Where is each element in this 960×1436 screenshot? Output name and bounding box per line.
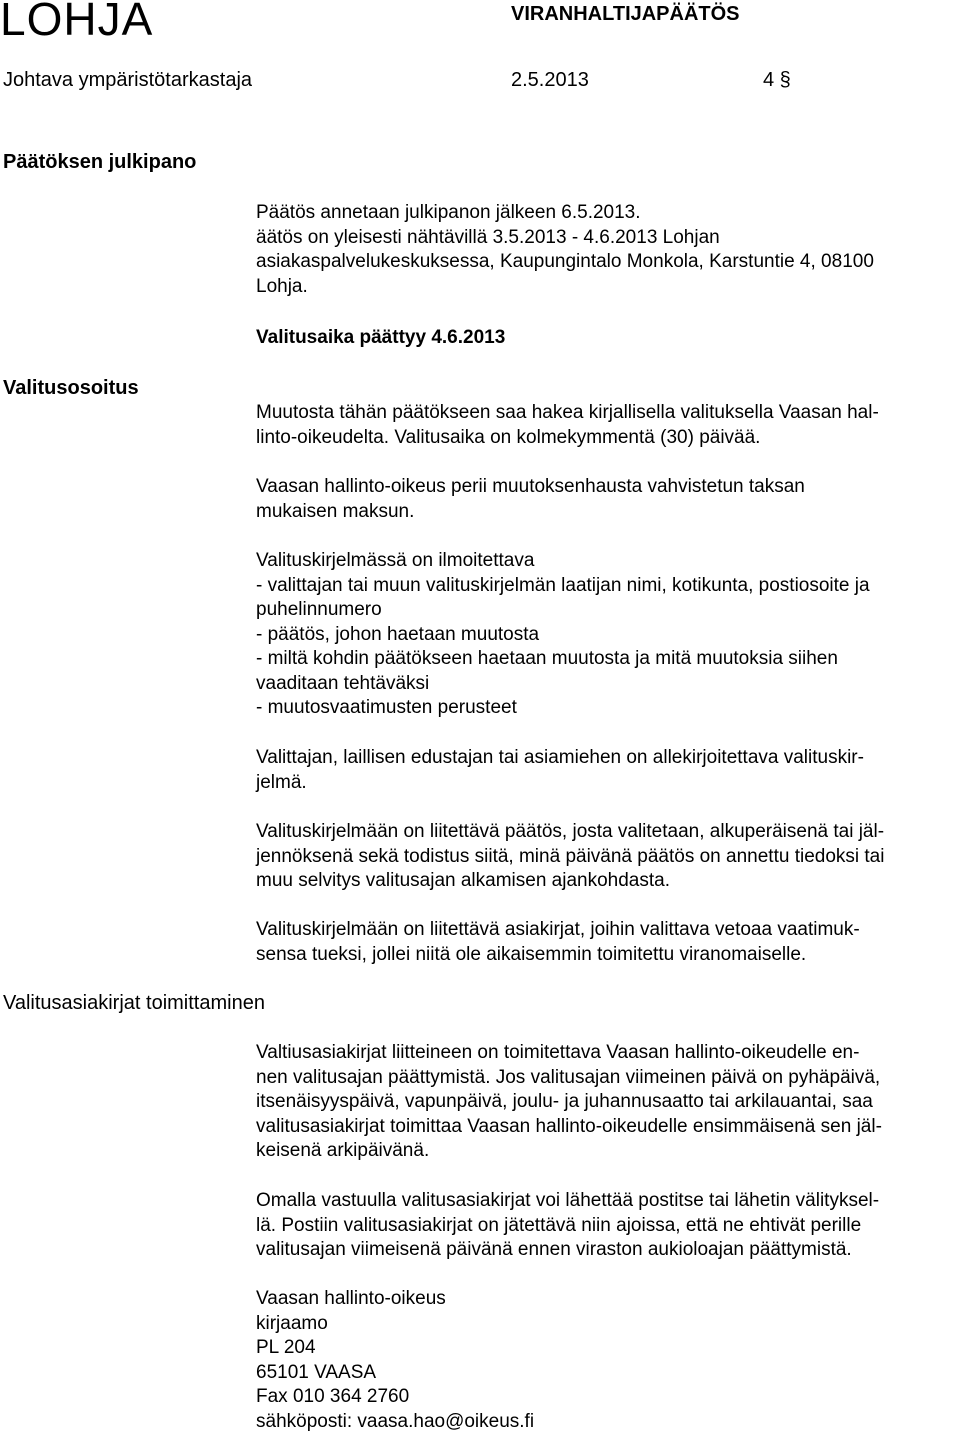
text-line: sensa tueksi, jollei niitä ole aikaisemmin toimitettu viranomaiselle.: [256, 943, 807, 965]
text-line: jelmä.: [256, 771, 307, 793]
text-line: muu selvitys valitusajan alkamisen ajankohdasta.: [256, 870, 670, 891]
valitus-paragraph-6: [256, 918, 860, 967]
valitus-paragraph-4: [256, 746, 864, 795]
text-line: asiakaspalvelukeskuksessa, Kaupungintalo Monkola, Karstuntie 4, 08100: [256, 251, 874, 272]
appeal-deadline: Valitusaika päättyy 4.6.2013: [256, 327, 506, 348]
address-line: Vaasan hallinto-oikeus: [256, 1288, 446, 1309]
section-number: 4 §: [763, 69, 791, 91]
document-type: VIRANHALTIJAPÄÄTÖS: [511, 3, 740, 25]
text-line: - muutosvaatimusten perusteet: [256, 697, 517, 718]
text-line: jennöksenä sekä todistus siitä, minä päivänä päätös on annettu tiedoksi tai: [256, 845, 885, 867]
text-line: valitusasiakirjat toimittaa Vaasan hallinto-oikeudelle ensimmäisenä sen jäl-: [256, 1115, 882, 1137]
valitus-paragraph-3: [256, 549, 870, 721]
text-line: Valituskirjelmään on liitettävä päätös, josta valitetaan, alkuperäisenä tai jäl-: [256, 821, 885, 842]
text-line: mukaisen maksun.: [256, 500, 415, 522]
lohja-logo: LOHJA: [0, 0, 154, 45]
text-line: nen valitusajan päättymistä. Jos valitusajan viimeinen päivä on pyhäpäivä,: [256, 1066, 881, 1088]
toimittaminen-paragraph-2: [256, 1189, 879, 1263]
valitus-paragraph-2: [256, 475, 805, 524]
text-line: Päätös annetaan julkipanon jälkeen 6.5.2013.: [256, 202, 641, 223]
author-role: Johtava ympäristötarkastaja: [3, 69, 253, 91]
heading-toimittaminen: Valitusasiakirjat toimittaminen: [3, 992, 265, 1014]
text-line: Muutosta tähän päätökseen saa hakea kirjallisella valituksella Vaasan hal-: [256, 402, 879, 423]
address-line: Fax 010 364 2760: [256, 1386, 410, 1407]
heading-valitusosoitus: Valitusosoitus: [3, 377, 139, 399]
address-line: 65101 VAASA: [256, 1361, 377, 1383]
address-line: kirjaamo: [256, 1312, 328, 1334]
julkipano-text: [256, 201, 874, 299]
text-line: äätös on yleisesti nähtävillä 3.5.2013 - 4.6.2013 Lohjan: [256, 226, 720, 248]
text-line: Valtiusasiakirjat liitteineen on toimitettava Vaasan hallinto-oikeudelle en-: [256, 1042, 860, 1063]
text-line: Valittajan, laillisen edustajan tai asiamiehen on allekirjoitettava valituskir-: [256, 747, 864, 768]
text-line: itsenäisyyspäivä, vapunpäivä, joulu- ja juhannusaatto tai arkilauantai, saa: [256, 1091, 873, 1112]
text-line: - päätös, johon haetaan muutosta: [256, 623, 540, 645]
text-line: Omalla vastuulla valitusasiakirjat voi lähettää postitse tai lähetin välityksel-: [256, 1190, 880, 1211]
text-line: - miltä kohdin päätökseen haetaan muutosta ja mitä muutoksia siihen: [256, 648, 838, 669]
text-line: valitusajan viimeisenä päivänä ennen viraston aukioloajan päättymistä.: [256, 1239, 852, 1260]
email-address: sähköposti: vaasa.hao@oikeus.fi: [256, 1410, 535, 1432]
text-line: Lohja.: [256, 275, 308, 297]
valitus-paragraph-5: [256, 820, 884, 894]
court-address: [256, 1287, 534, 1434]
text-line: Vaasan hallinto-oikeus perii muutoksenhausta vahvistetun taksan: [256, 476, 805, 497]
decision-date: 2.5.2013: [511, 69, 589, 91]
toimittaminen-paragraph-1: [256, 1041, 882, 1164]
text-line: keisenä arkipäivänä.: [256, 1140, 430, 1161]
text-line: - valittajan tai muun valituskirjelmän laatijan nimi, kotikunta, postiosoite ja: [256, 574, 870, 596]
text-line: Valituskirjelmään on liitettävä asiakirjat, joihin valittava vetoaa vaatimuk-: [256, 919, 860, 940]
address-line: PL 204: [256, 1337, 316, 1358]
valitus-paragraph-1: [256, 401, 879, 450]
text-line: vaaditaan tehtäväksi: [256, 672, 430, 694]
text-line: puhelinnumero: [256, 599, 382, 620]
heading-julkipano: Päätöksen julkipano: [3, 151, 197, 173]
text-line: Valituskirjelmässä on ilmoitettava: [256, 550, 535, 571]
text-line: linto-oikeudelta. Valitusaika on kolmekymmentä (30) päivää.: [256, 426, 761, 448]
text-line: lä. Postiin valitusasiakirjat on jätettävä niin ajoissa, että ne ehtivät perille: [256, 1214, 862, 1236]
